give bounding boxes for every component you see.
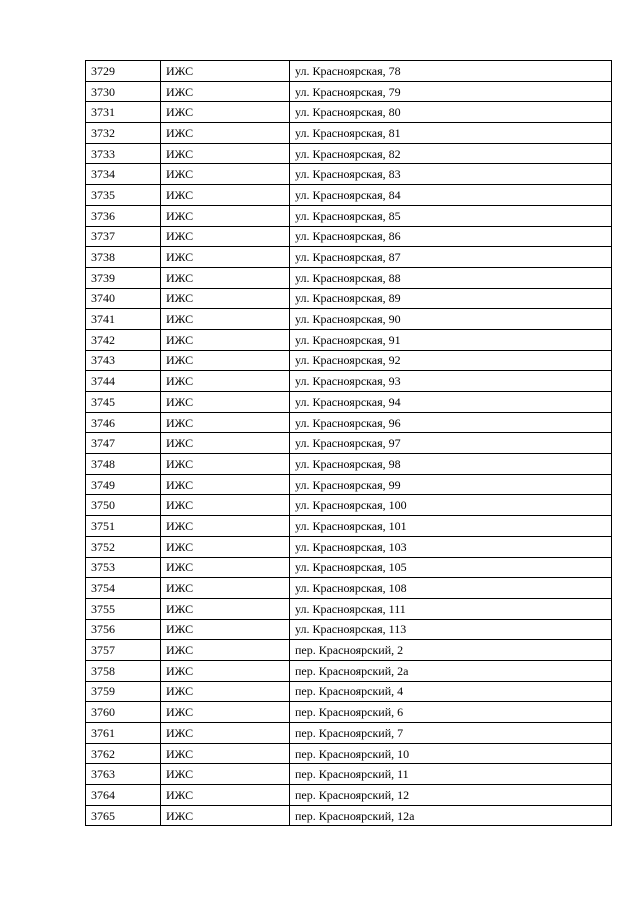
address-cell: ул. Красноярская, 84 xyxy=(290,185,612,206)
table-row xyxy=(86,185,612,206)
row-number-cell: 3764 xyxy=(86,785,161,806)
address-cell: пер. Красноярский, 4 xyxy=(290,681,612,702)
row-number-cell: 3750 xyxy=(86,495,161,516)
address-cell: ул. Красноярская, 91 xyxy=(290,329,612,350)
object-type-cell: ИЖС xyxy=(161,495,290,516)
table-row xyxy=(86,350,612,371)
object-type-cell: ИЖС xyxy=(161,598,290,619)
row-number-cell: 3758 xyxy=(86,660,161,681)
row-number-cell: 3731 xyxy=(86,102,161,123)
address-cell: ул. Красноярская, 92 xyxy=(290,350,612,371)
address-cell: ул. Красноярская, 78 xyxy=(290,61,612,82)
table-row xyxy=(86,81,612,102)
object-type-cell: ИЖС xyxy=(161,267,290,288)
table-row xyxy=(86,433,612,454)
object-type-cell: ИЖС xyxy=(161,185,290,206)
row-number-cell: 3733 xyxy=(86,143,161,164)
address-cell: пер. Красноярский, 2 xyxy=(290,640,612,661)
table-row xyxy=(86,474,612,495)
object-type-cell: ИЖС xyxy=(161,164,290,185)
object-type-cell: ИЖС xyxy=(161,143,290,164)
address-cell: ул. Красноярская, 90 xyxy=(290,309,612,330)
row-number-cell: 3741 xyxy=(86,309,161,330)
object-type-cell: ИЖС xyxy=(161,433,290,454)
table-row xyxy=(86,392,612,413)
table-row xyxy=(86,764,612,785)
table-row xyxy=(86,805,612,826)
object-type-cell: ИЖС xyxy=(161,412,290,433)
table-row xyxy=(86,598,612,619)
registry-table xyxy=(85,60,612,826)
address-cell: ул. Красноярская, 97 xyxy=(290,433,612,454)
address-cell: ул. Красноярская, 80 xyxy=(290,102,612,123)
table-row xyxy=(86,743,612,764)
row-number-cell: 3754 xyxy=(86,578,161,599)
object-type-cell: ИЖС xyxy=(161,350,290,371)
address-cell: пер. Красноярский, 12 xyxy=(290,785,612,806)
table-row xyxy=(86,309,612,330)
object-type-cell: ИЖС xyxy=(161,619,290,640)
address-cell: пер. Красноярский, 7 xyxy=(290,723,612,744)
object-type-cell: ИЖС xyxy=(161,371,290,392)
table-row xyxy=(86,329,612,350)
object-type-cell: ИЖС xyxy=(161,102,290,123)
row-number-cell: 3752 xyxy=(86,536,161,557)
address-cell: ул. Красноярская, 94 xyxy=(290,392,612,413)
table-row xyxy=(86,516,612,537)
object-type-cell: ИЖС xyxy=(161,702,290,723)
address-cell: ул. Красноярская, 105 xyxy=(290,557,612,578)
address-cell: ул. Красноярская, 101 xyxy=(290,516,612,537)
row-number-cell: 3739 xyxy=(86,267,161,288)
row-number-cell: 3745 xyxy=(86,392,161,413)
table-row xyxy=(86,164,612,185)
row-number-cell: 3730 xyxy=(86,81,161,102)
object-type-cell: ИЖС xyxy=(161,247,290,268)
row-number-cell: 3749 xyxy=(86,474,161,495)
table-row xyxy=(86,288,612,309)
row-number-cell: 3732 xyxy=(86,123,161,144)
registry-table-body xyxy=(86,61,612,826)
address-cell: ул. Красноярская, 96 xyxy=(290,412,612,433)
table-row xyxy=(86,371,612,392)
table-row xyxy=(86,536,612,557)
table-row xyxy=(86,102,612,123)
table-row xyxy=(86,785,612,806)
table-row xyxy=(86,557,612,578)
object-type-cell: ИЖС xyxy=(161,764,290,785)
row-number-cell: 3742 xyxy=(86,329,161,350)
object-type-cell: ИЖС xyxy=(161,329,290,350)
table-row xyxy=(86,61,612,82)
address-cell: ул. Красноярская, 81 xyxy=(290,123,612,144)
table-row xyxy=(86,123,612,144)
table-row xyxy=(86,640,612,661)
object-type-cell: ИЖС xyxy=(161,723,290,744)
address-cell: ул. Красноярская, 108 xyxy=(290,578,612,599)
object-type-cell: ИЖС xyxy=(161,123,290,144)
address-cell: ул. Красноярская, 88 xyxy=(290,267,612,288)
address-cell: ул. Красноярская, 79 xyxy=(290,81,612,102)
object-type-cell: ИЖС xyxy=(161,516,290,537)
address-cell: ул. Красноярская, 82 xyxy=(290,143,612,164)
row-number-cell: 3729 xyxy=(86,61,161,82)
row-number-cell: 3744 xyxy=(86,371,161,392)
object-type-cell: ИЖС xyxy=(161,392,290,413)
object-type-cell: ИЖС xyxy=(161,743,290,764)
address-cell: ул. Красноярская, 89 xyxy=(290,288,612,309)
object-type-cell: ИЖС xyxy=(161,660,290,681)
address-cell: ул. Красноярская, 103 xyxy=(290,536,612,557)
table-row xyxy=(86,412,612,433)
row-number-cell: 3760 xyxy=(86,702,161,723)
row-number-cell: 3761 xyxy=(86,723,161,744)
row-number-cell: 3765 xyxy=(86,805,161,826)
address-cell: ул. Красноярская, 98 xyxy=(290,454,612,475)
object-type-cell: ИЖС xyxy=(161,536,290,557)
row-number-cell: 3746 xyxy=(86,412,161,433)
object-type-cell: ИЖС xyxy=(161,474,290,495)
table-row xyxy=(86,226,612,247)
table-row xyxy=(86,619,612,640)
row-number-cell: 3743 xyxy=(86,350,161,371)
address-cell: пер. Красноярский, 2а xyxy=(290,660,612,681)
row-number-cell: 3734 xyxy=(86,164,161,185)
table-row xyxy=(86,454,612,475)
row-number-cell: 3755 xyxy=(86,598,161,619)
row-number-cell: 3735 xyxy=(86,185,161,206)
address-cell: пер. Красноярский, 6 xyxy=(290,702,612,723)
row-number-cell: 3762 xyxy=(86,743,161,764)
row-number-cell: 3756 xyxy=(86,619,161,640)
object-type-cell: ИЖС xyxy=(161,785,290,806)
table-row xyxy=(86,143,612,164)
table-row xyxy=(86,205,612,226)
object-type-cell: ИЖС xyxy=(161,578,290,599)
row-number-cell: 3751 xyxy=(86,516,161,537)
address-cell: ул. Красноярская, 86 xyxy=(290,226,612,247)
object-type-cell: ИЖС xyxy=(161,309,290,330)
address-cell: пер. Красноярский, 10 xyxy=(290,743,612,764)
table-row xyxy=(86,660,612,681)
table-row xyxy=(86,681,612,702)
object-type-cell: ИЖС xyxy=(161,640,290,661)
row-number-cell: 3738 xyxy=(86,247,161,268)
row-number-cell: 3753 xyxy=(86,557,161,578)
table-row xyxy=(86,723,612,744)
table-row xyxy=(86,702,612,723)
table-row xyxy=(86,247,612,268)
object-type-cell: ИЖС xyxy=(161,288,290,309)
address-cell: ул. Красноярская, 99 xyxy=(290,474,612,495)
address-cell: ул. Красноярская, 83 xyxy=(290,164,612,185)
address-cell: ул. Красноярская, 113 xyxy=(290,619,612,640)
object-type-cell: ИЖС xyxy=(161,454,290,475)
row-number-cell: 3736 xyxy=(86,205,161,226)
object-type-cell: ИЖС xyxy=(161,205,290,226)
address-cell: пер. Красноярский, 11 xyxy=(290,764,612,785)
address-cell: ул. Красноярская, 87 xyxy=(290,247,612,268)
table-row xyxy=(86,578,612,599)
object-type-cell: ИЖС xyxy=(161,226,290,247)
object-type-cell: ИЖС xyxy=(161,681,290,702)
address-cell: ул. Красноярская, 100 xyxy=(290,495,612,516)
row-number-cell: 3737 xyxy=(86,226,161,247)
address-cell: пер. Красноярский, 12а xyxy=(290,805,612,826)
table-row xyxy=(86,495,612,516)
row-number-cell: 3759 xyxy=(86,681,161,702)
row-number-cell: 3748 xyxy=(86,454,161,475)
object-type-cell: ИЖС xyxy=(161,557,290,578)
object-type-cell: ИЖС xyxy=(161,61,290,82)
row-number-cell: 3757 xyxy=(86,640,161,661)
object-type-cell: ИЖС xyxy=(161,81,290,102)
row-number-cell: 3763 xyxy=(86,764,161,785)
object-type-cell: ИЖС xyxy=(161,805,290,826)
address-cell: ул. Красноярская, 111 xyxy=(290,598,612,619)
row-number-cell: 3747 xyxy=(86,433,161,454)
address-cell: ул. Красноярская, 93 xyxy=(290,371,612,392)
address-cell: ул. Красноярская, 85 xyxy=(290,205,612,226)
row-number-cell: 3740 xyxy=(86,288,161,309)
table-row xyxy=(86,267,612,288)
